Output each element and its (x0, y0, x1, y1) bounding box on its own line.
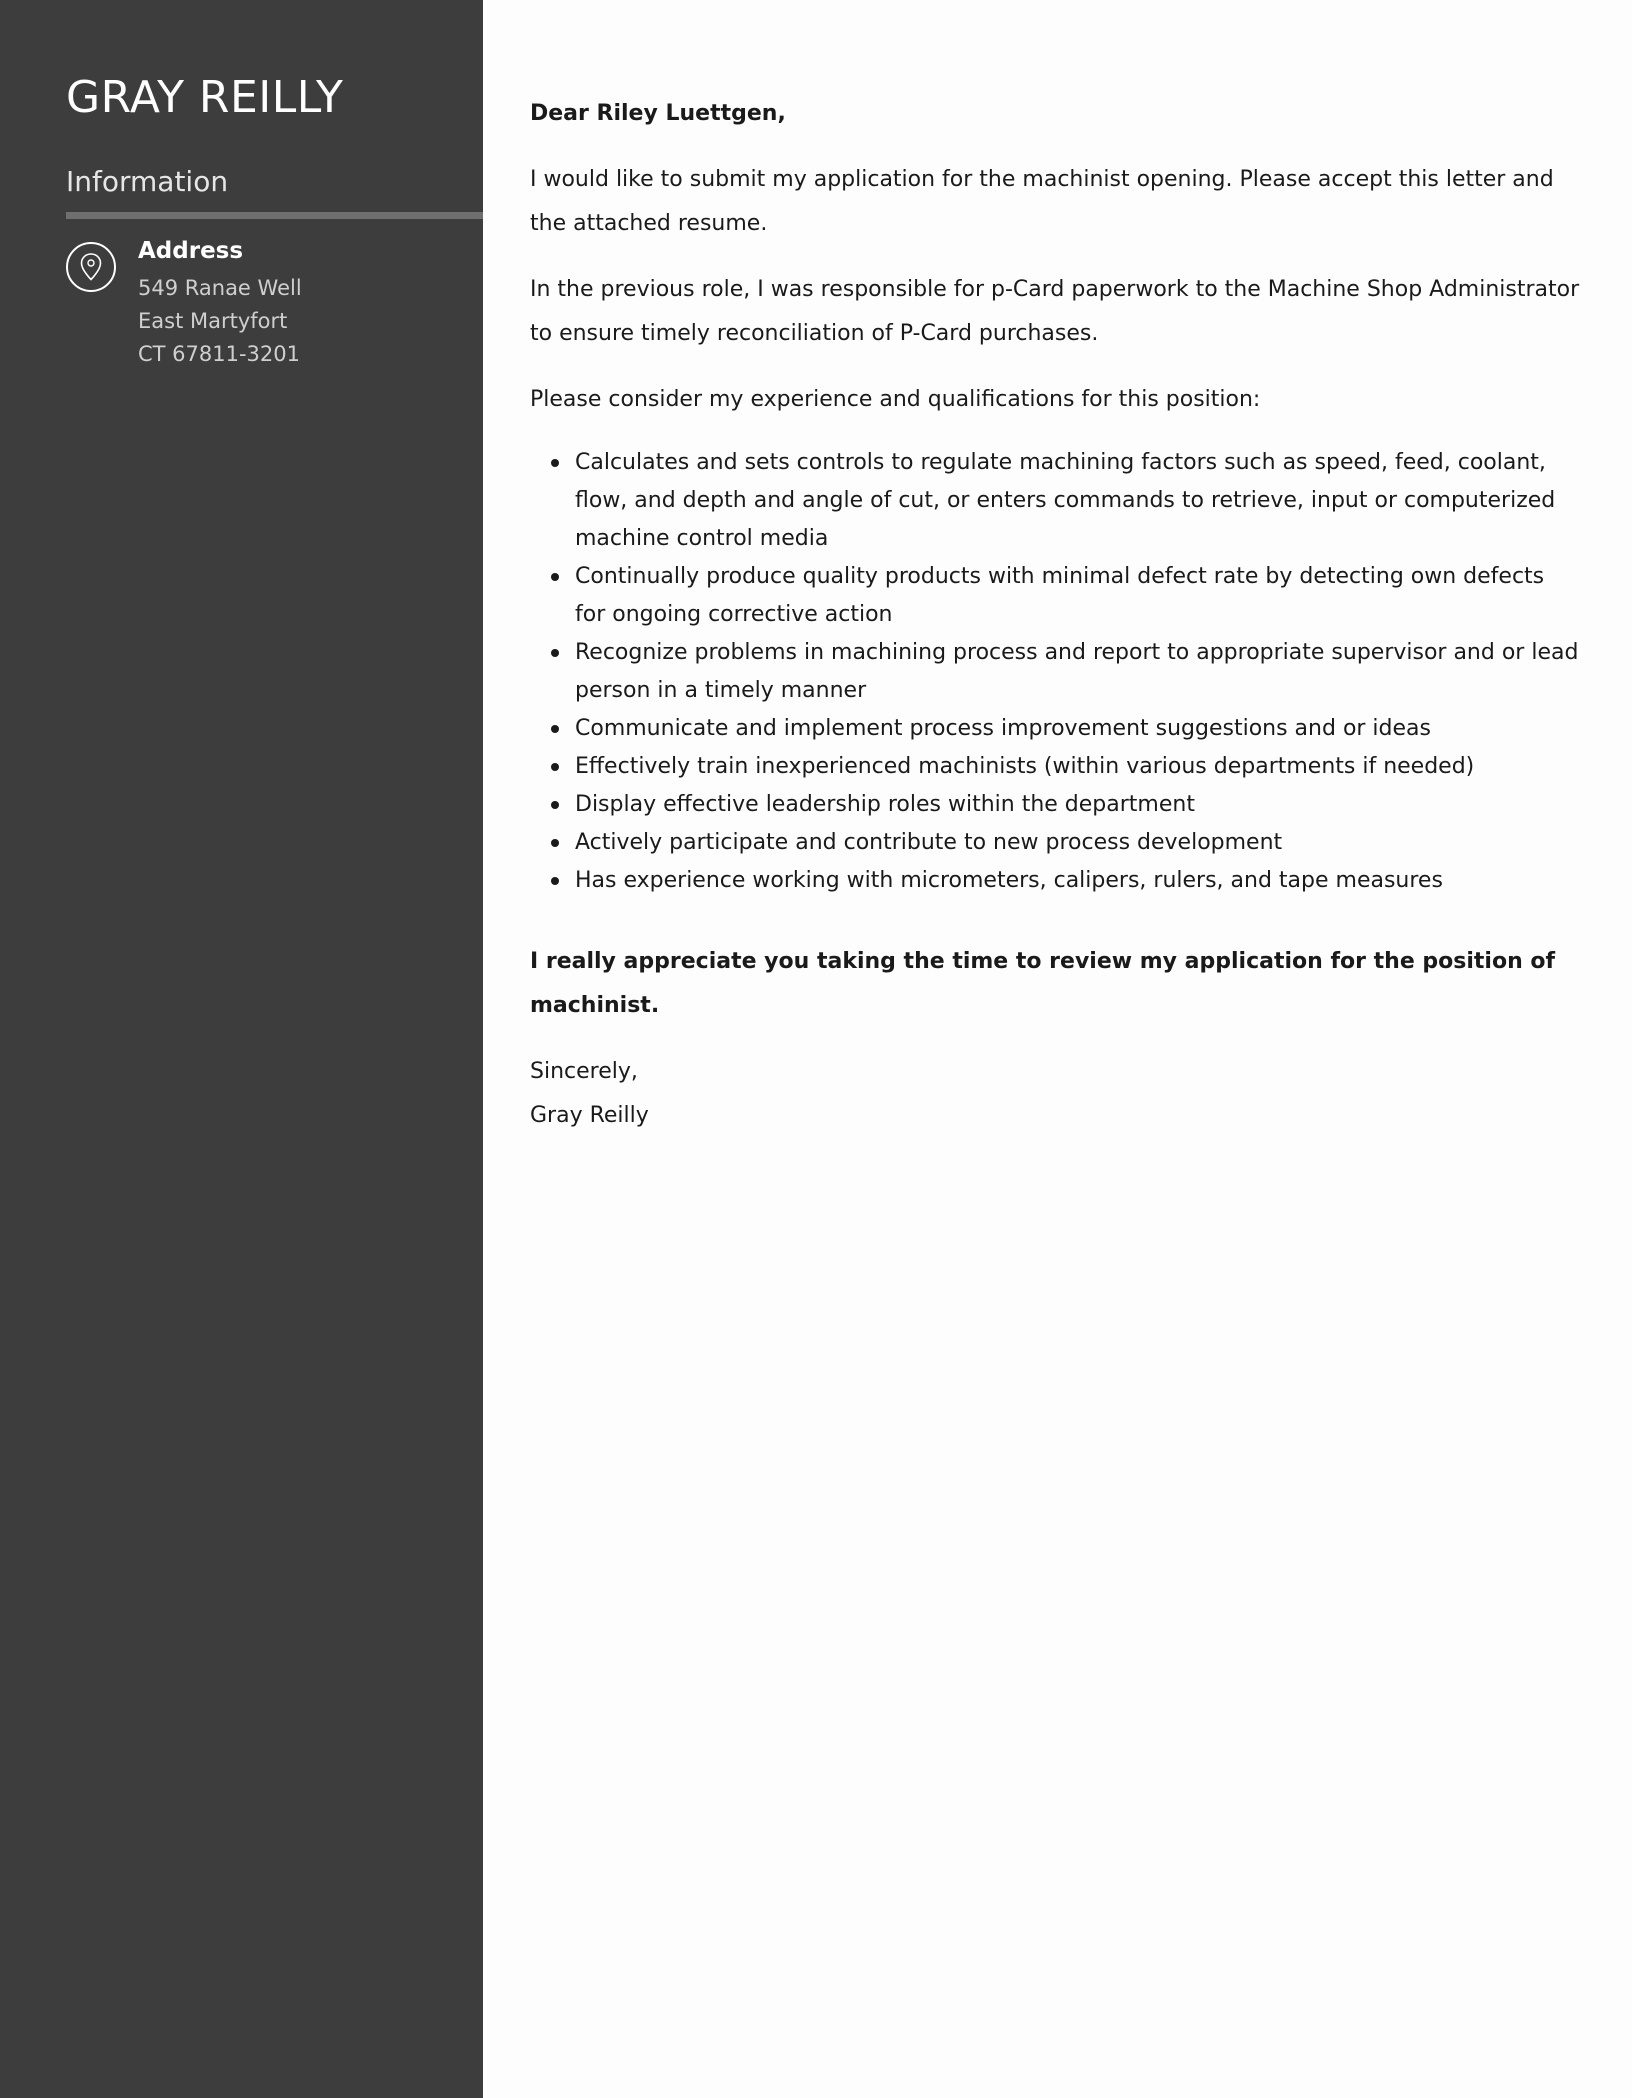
list-item: Actively participate and contribute to new process development (575, 824, 1580, 862)
qualifications-list (530, 444, 1580, 900)
letter-content (483, 0, 1632, 2098)
list-item: Effectively train inexperienced machinists (within various departments if needed) (575, 748, 1580, 786)
signoff: Sincerely, (530, 1059, 638, 1084)
information-heading: Information (66, 165, 229, 198)
intro-paragraph: I would like to submit my application for the machinist opening. Please accept this letter and the attached resume. (530, 167, 1554, 236)
list-item: Continually produce quality products with minimal defect rate by detecting own defects for ongoing corrective action (575, 558, 1580, 634)
address-line-2: East Martyfort (138, 309, 288, 333)
address-line-1: 549 Ranae Well (138, 276, 302, 300)
section-divider (66, 212, 483, 219)
address-line-3: CT 67811-3201 (138, 342, 300, 366)
address-label: Address (138, 238, 244, 264)
experience-paragraph: In the previous role, I was responsible for p-Card paperwork to the Machine Shop Administrator to ensure timely reconciliation of P-Card purchases. (530, 277, 1580, 346)
list-item: Has experience working with micrometers, calipers, rulers, and tape measures (575, 862, 1580, 900)
list-item: Recognize problems in machining process and report to appropriate supervisor and or lead person in a timely manner (575, 634, 1580, 710)
greeting: Dear Riley Luettgen, (530, 101, 786, 126)
list-item: Calculates and sets controls to regulate machining factors such as speed, feed, coolant, flow, and depth and angle of cut, or enters commands to retrieve, input or computerized machine control media (575, 444, 1580, 558)
letter-body (530, 92, 1580, 1138)
sidebar (0, 0, 483, 2098)
candidate-name: GRAY REILLY (66, 72, 344, 123)
location-pin-icon (66, 242, 116, 292)
closing-statement: I really appreciate you taking the time to review my application for the position of machinist. (530, 949, 1556, 1018)
list-item: Display effective leadership roles within the department (575, 786, 1580, 824)
qualifications-paragraph: Please consider my experience and qualifications for this position: (530, 387, 1261, 412)
signature: Gray Reilly (530, 1103, 649, 1128)
address-block (138, 272, 302, 371)
list-item: Communicate and implement process improvement suggestions and or ideas (575, 710, 1580, 748)
